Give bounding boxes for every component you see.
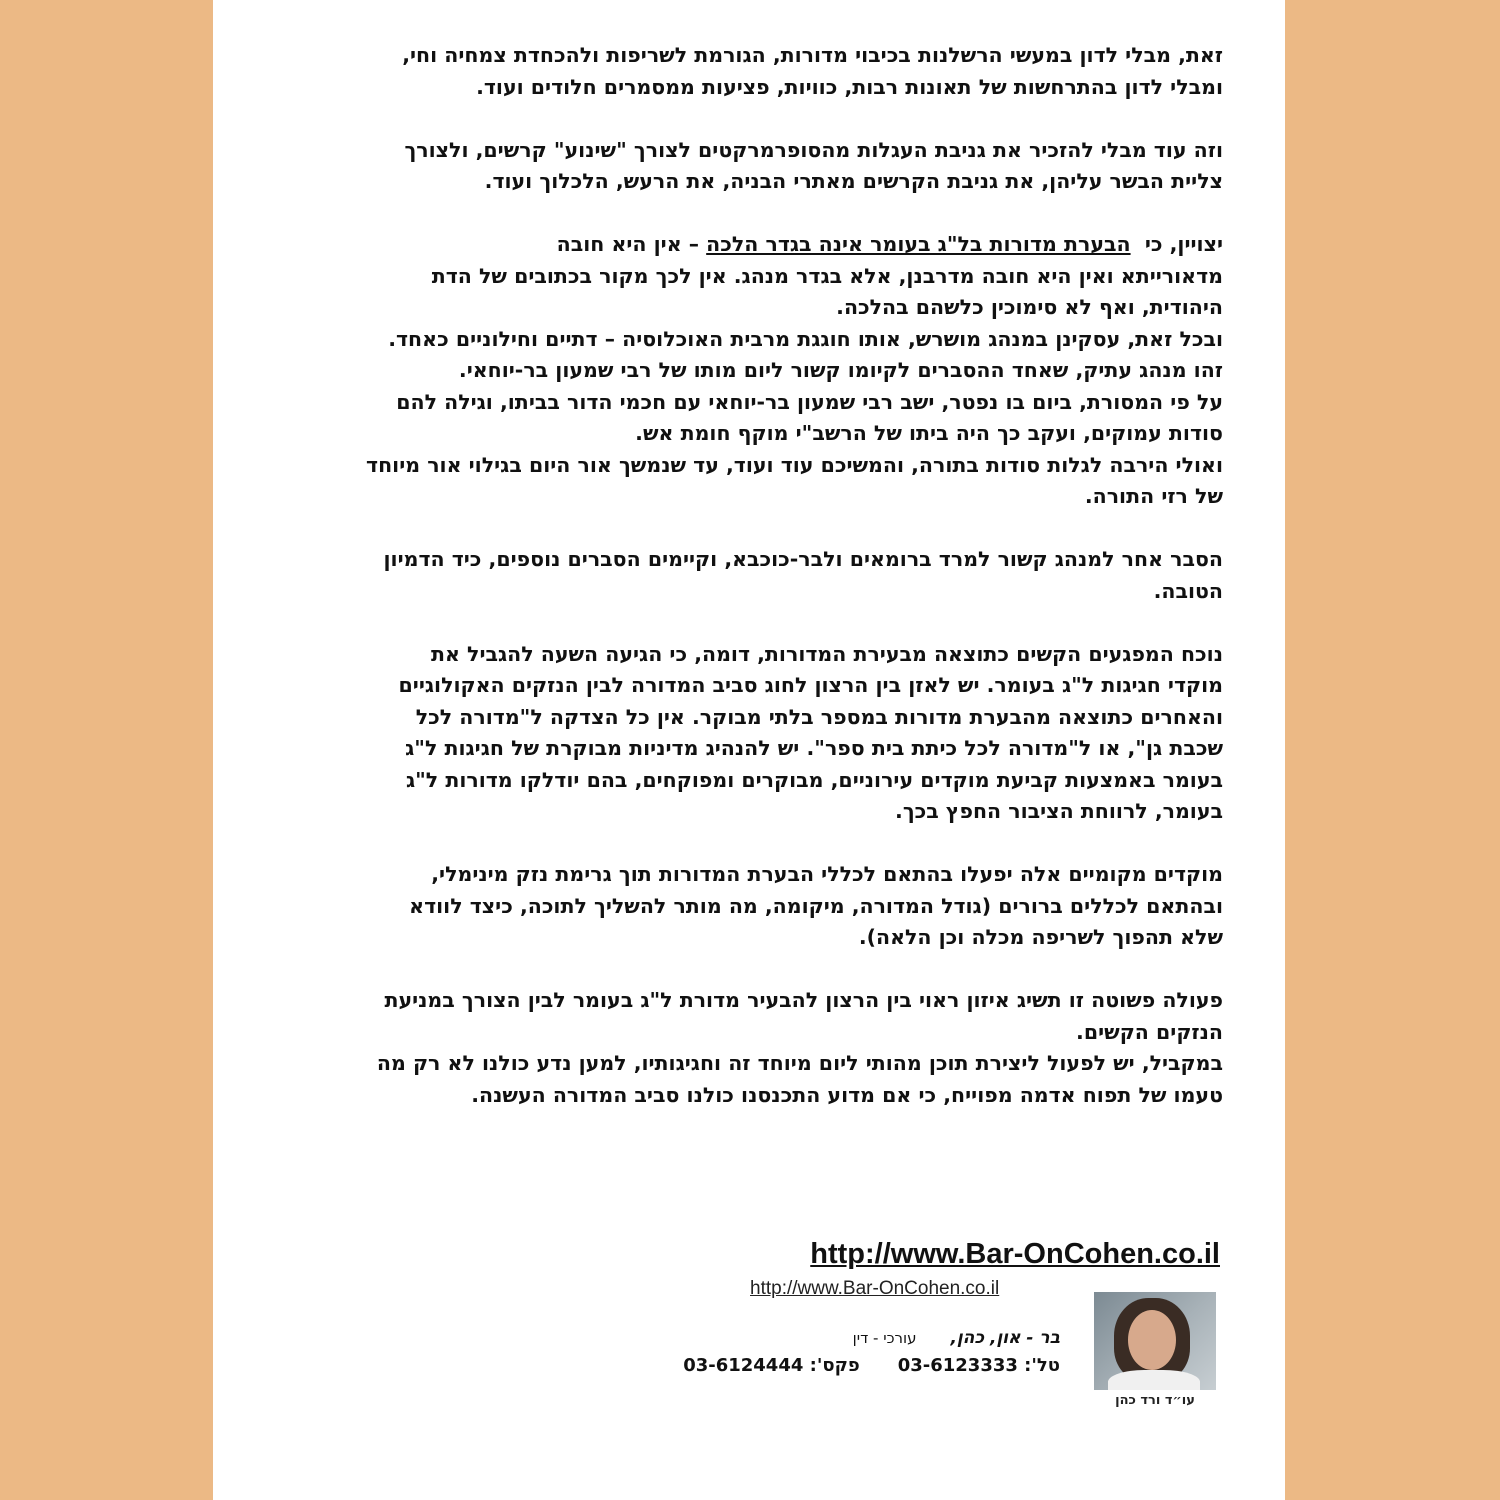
- document-page: [213, 0, 1285, 1500]
- paragraph-3: [277, 229, 1223, 513]
- paragraph-5: [277, 639, 1223, 828]
- paragraph-2: [277, 135, 1223, 198]
- text-line: והאחרים כתוצאה מהבערת מדורות במספר בלתי מבוקר. אין כל הצדקה ל"מדורה לכל: [415, 704, 1223, 729]
- text-line: שלא תהפוך לשריפה מכלה וכן הלאה).: [858, 925, 1223, 949]
- text-line: סודות עמוקים, ועקב כך היה ביתו של הרשב"י מוקף חומת אש.: [635, 421, 1223, 445]
- underlined-statement: הבערת מדורות בל"ג בעומר אינה בגדר הלכה: [706, 232, 1131, 256]
- text-line: צליית הבשר עליהן, את גניבת הקרשים מאתרי הבניה, את הרעש, הלכלוך ועוד.: [484, 169, 1223, 193]
- text-line: שכבת גן", או ל"מדורה לכל כיתת בית ספר". יש להנהיג מדיניות מבוקרת של חגיגות ל"ג: [405, 736, 1223, 760]
- text-line: היהודית, ואף לא סימוכין כלשהם בהלכה.: [836, 295, 1223, 319]
- lawyer-portrait-photo: [1094, 1292, 1216, 1390]
- article-body: [277, 40, 1223, 1111]
- firm-role: עורכי - דין: [852, 1329, 917, 1347]
- paragraph-1: [277, 40, 1223, 103]
- phone-number: טל': 03-6123333: [897, 1355, 1060, 1376]
- text-line: [277, 229, 1223, 261]
- text-line: ואולי הירבה לגלות סודות בתורה, והמשיכם עוד ועוד, עד שנמשך אור היום בגילוי אור מיוחד: [366, 452, 1223, 477]
- text-line: הסבר אחר למנהג קשור למרד ברומאים ולבר-כוכבא, וקיימים הסברים נוספים, כיד הדמיון: [383, 547, 1223, 571]
- paragraph-6: [277, 859, 1223, 954]
- text-line: מוקדים מקומיים אלה יפעלו בהתאם לכללי הבערת המדורות תוך גרימת נזק מינימלי,: [431, 862, 1223, 886]
- text-line: ובהתאם לכללים ברורים (גודל המדורה, מיקומה, מה מותר להשליך לתוכה, כיצד לוודא: [409, 893, 1223, 918]
- contact-line: [683, 1355, 1060, 1376]
- text-line: נוכח המפגעים הקשים כתוצאה מבעירת המדורות, דומה, כי הגיעה השעה להגביל את: [430, 641, 1223, 666]
- text-line: בעומר באמצעות קביעת מוקדים עירוניים, מבוקרים ומפוקחים, בהם יודלקו מדורות ל"ג: [405, 767, 1223, 792]
- text-line: מוקדי חגיגות ל"ג בעומר. יש לאזן בין הרצון לחוג סביב המדורה לבין הנזקים האקולוגיים: [398, 673, 1223, 697]
- text-line: על פי המסורת, ביום בו נפטר, ישב רבי שמעון בר-יוחאי עם חכמי הדור בביתו, וגילה להם: [396, 389, 1223, 414]
- text-line: זהו מנהג עתיק, שאחד ההסברים לקיומו קשור ליום מותו של רבי שמעון בר-יוחאי.: [458, 358, 1223, 382]
- text-line: טעמו של תפוח אדמה מפוייח, כי אם מדוע התכנסנו כולנו סביב המדורה העשנה.: [471, 1082, 1223, 1107]
- text-line: וזה עוד מבלי להזכיר את גניבת העגלות מהסופרמרקטים לצורך "שינוע" קרשים, ולצורך: [404, 137, 1223, 162]
- photo-caption: עו״ד ורד כהן: [1115, 1393, 1195, 1408]
- text-line: בעומר, לרווחת הציבור החפץ בכך.: [895, 799, 1223, 823]
- website-link-small[interactable]: http://www.Bar-OnCohen.co.il: [750, 1278, 1000, 1299]
- website-link-large[interactable]: http://www.Bar-OnCohen.co.il: [810, 1238, 1220, 1270]
- text-line: זאת, מבלי לדון במעשי הרשלנות בכיבוי מדורות, הגורמת לשריפות ולהכחדת צמחיה וחי,: [402, 43, 1223, 67]
- text-line: במקביל, יש לפעול ליצירת תוכן מהותי ליום מיוחד זה וחגיגותיו, למען נדע כולנו לא רק מה: [376, 1051, 1223, 1075]
- paragraph-7: [277, 985, 1223, 1111]
- fax-number: פקס': 03-6124444: [683, 1355, 860, 1376]
- text-segment: יצויין, כי: [1144, 232, 1223, 256]
- firm-name: בר - און, כהן,: [950, 1328, 1060, 1348]
- paragraph-4: [277, 544, 1223, 607]
- text-line: הטובה.: [1153, 578, 1223, 603]
- text-line: מדאורייתא ואין היא חובה מדרבנן, אלא בגדר מנהג. אין לכך מקור בכתובים של הדת: [431, 263, 1223, 288]
- text-line: פעולה פשוטה זו תשיג איזון ראוי בין הרצון להבעיר מדורת ל"ג בעומר לבין הצורך במניעת: [384, 988, 1223, 1012]
- text-line: הנזקים הקשים.: [1076, 1019, 1223, 1044]
- text-line: ומבלי לדון בהתרחשות של תאונות רבות, כוויות, פציעות ממסמרים חלודים ועוד.: [476, 74, 1223, 99]
- text-line: של רזי התורה.: [1084, 484, 1223, 508]
- text-segment: – אין היא חובה: [556, 232, 700, 256]
- text-line: ובכל זאת, עסקינן במנהג מושרש, אותו חוגגת מרבית האוכלוסיה – דתיים וחילוניים כאחד.: [388, 326, 1223, 351]
- firm-line: [853, 1328, 1060, 1348]
